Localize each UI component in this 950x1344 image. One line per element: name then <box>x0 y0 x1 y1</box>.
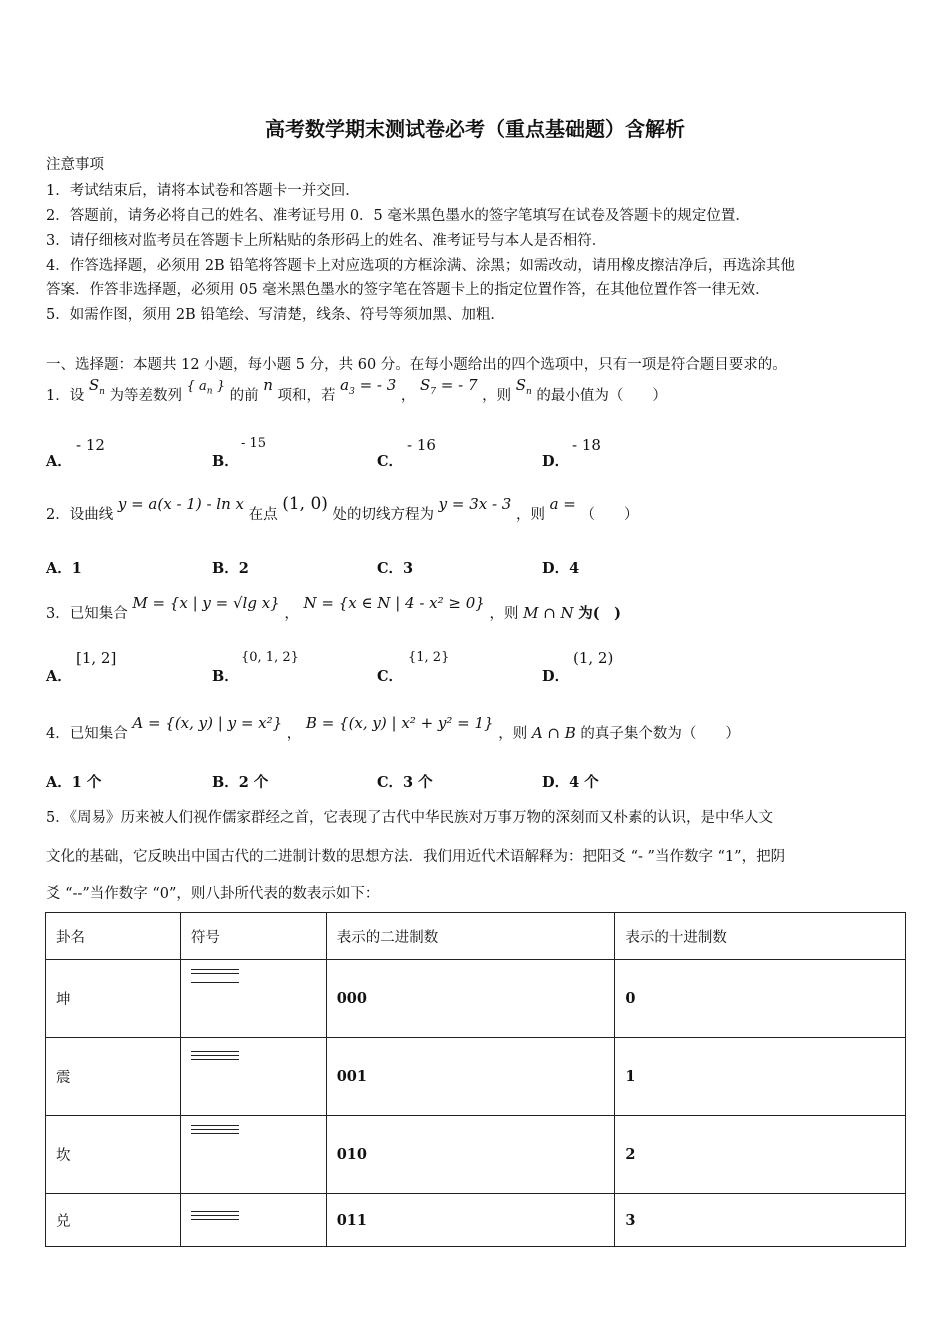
option-label: B． <box>212 668 239 685</box>
question-5-line: 文化的基础，它反映出中国古代的二进制计数的思想方法．我们用近代术语解释为：把阳爻 “- ”当作数字 “1”，把阴 <box>46 849 786 865</box>
option-label: A． <box>46 453 72 470</box>
binary-value: 011 <box>326 1194 615 1247</box>
decimal-value: 0 <box>615 960 906 1038</box>
decimal-value: 1 <box>615 1038 906 1116</box>
note-item: 3．请仔细核对监考员在答题卡上所粘贴的条形码上的姓名、准考证号与本人是否相符． <box>46 233 607 249</box>
option-value: - 12 <box>76 436 105 454</box>
trigram-symbol <box>180 1116 326 1194</box>
option-label: C． <box>377 453 404 470</box>
option-label: A． <box>46 668 72 685</box>
table-row <box>46 1194 906 1247</box>
trigram-name: 震 <box>46 1038 181 1116</box>
math-tangent: y = 3x - 3 <box>438 495 512 513</box>
table-row <box>46 1116 906 1194</box>
math-curve: y = a(x - 1) - ln x <box>117 495 244 513</box>
notes-heading: 注意事项 <box>46 157 104 173</box>
table-header: 符号 <box>180 913 326 960</box>
table-header-row <box>46 913 906 960</box>
option-value: - 18 <box>572 436 601 454</box>
decimal-value: 2 <box>615 1116 906 1194</box>
note-item: 答案．作答非选择题，必须用 05 毫米黑色墨水的签字笔在答题卡上的指定位置作答，在其他位置作答一律无效． <box>46 282 770 298</box>
option-label: D．4 个 <box>542 774 599 791</box>
question-1: 1．设 $S_n$ 为等差数列 { $a_n$ } 的前 n 项和，若 $a_3$ = - 3 ， $S_7$ = - 7 ，则 $S_n$ 的最小值为（ ） <box>46 376 667 404</box>
question-4: 4．已知集合 A = {(x, y) | y = x²} ， B = {(x, y) | x² + y² = 1} ，则 A ∩ B 的真子集个数为（ ） <box>46 714 740 742</box>
kan-trigram-icon <box>191 1122 239 1137</box>
question-2: 2．设曲线 y = a(x - 1) - ln x 在点 (1, 0) 处的切线方程为 y = 3x - 3 ，则 a = （ ） <box>46 494 639 523</box>
page-title: 高考数学期末测试卷必考（重点基础题）含解析 <box>265 117 685 141</box>
math-m-cap-n: M ∩ N <box>523 604 574 622</box>
option-value: - 16 <box>407 436 436 454</box>
math-point: (1, 0) <box>282 494 328 514</box>
note-item: 1．考试结束后，请将本试卷和答题卡一并交回． <box>46 183 360 199</box>
option-label: D． <box>542 668 570 685</box>
option-label: C．3 个 <box>377 774 433 791</box>
option-label: D．4 <box>542 560 580 577</box>
dui-trigram-icon <box>191 1208 239 1223</box>
table-row <box>46 960 906 1038</box>
table-header: 表示的十进制数 <box>615 913 906 960</box>
math-n: n <box>263 376 273 394</box>
option-label: B．2 个 <box>212 774 269 791</box>
trigram-name: 坎 <box>46 1116 181 1194</box>
trigram-name: 兑 <box>46 1194 181 1247</box>
note-item: 5．如需作图，须用 2B 铅笔绘、写清楚，线条、符号等须加黑、加粗． <box>46 307 505 323</box>
kun-trigram-icon <box>191 966 239 986</box>
math-an: { $a_n$ } <box>186 379 225 397</box>
option-label: B． <box>212 453 239 470</box>
binary-value: 001 <box>326 1038 615 1116</box>
math-set-m: M = {x | y = √lg x} <box>132 594 280 612</box>
zhen-trigram-icon <box>191 1048 239 1063</box>
option-value: {1, 2} <box>408 650 450 665</box>
math-a: a = <box>549 495 576 513</box>
math-set-a: A = {(x, y) | y = x²} <box>132 714 283 732</box>
binary-value: 000 <box>326 960 615 1038</box>
note-item: 4．作答选择题，必须用 2B 铅笔将答题卡上对应选项的方框涂满、涂黑；如需改动，请用橡皮擦洁净后，再选涂其他 <box>46 258 795 274</box>
question-5-line: 爻 “--”当作数字 “0”，则八卦所代表的数表示如下： <box>46 886 380 902</box>
math-sn: $S_n$ <box>88 376 105 397</box>
option-label: A．1 <box>46 560 82 577</box>
binary-value: 010 <box>326 1116 615 1194</box>
option-label: A．1 个 <box>46 774 102 791</box>
math-set-n: N = {x ∈ N | 4 - x² ≥ 0} <box>303 594 485 612</box>
trigram-symbol <box>180 1194 326 1247</box>
math-sn: $S_n$ <box>515 376 532 397</box>
note-item: 2．答题前，请务必将自己的姓名、准考证号用 0．5 毫米黑色墨水的签字笔填写在试卷及答题卡的规定位置． <box>46 208 750 224</box>
option-label: C．3 <box>377 560 414 577</box>
option-value: {0, 1, 2} <box>241 650 299 665</box>
math-a-cap-b: A ∩ B <box>531 724 576 742</box>
option-label: C． <box>377 668 404 685</box>
question-5-line: 5．《周易》历来被人们视作儒家群经之首，它表现了古代中华民族对万事万物的深刻而又朴素的认识，是中华人文 <box>46 810 773 826</box>
option-value: - 15 <box>241 436 267 451</box>
math-s7: $S_7$ = - 7 <box>420 376 478 397</box>
table-header: 卦名 <box>46 913 181 960</box>
option-value: (1, 2) <box>573 649 614 667</box>
trigram-symbol <box>180 960 326 1038</box>
option-label: B．2 <box>212 560 249 577</box>
table-row <box>46 1038 906 1116</box>
option-value: [1, 2] <box>76 649 117 667</box>
table-header: 表示的二进制数 <box>326 913 615 960</box>
decimal-value: 3 <box>615 1194 906 1247</box>
math-a3: $a_3$ = - 3 <box>340 376 397 397</box>
option-label: D． <box>542 453 570 470</box>
question-3: 3．已知集合 M = {x | y = √lg x} ， N = {x ∈ N | 4 - x² ≥ 0} ，则 M ∩ N 为( ) <box>46 594 621 622</box>
trigram-name: 坤 <box>46 960 181 1038</box>
trigram-symbol <box>180 1038 326 1116</box>
section-heading: 一、选择题：本题共 12 小题，每小题 5 分，共 60 分。在每小题给出的四个选项中，只有一项是符合题目要求的。 <box>46 357 787 373</box>
math-set-b: B = {(x, y) | x² + y² = 1} <box>305 714 494 732</box>
bagua-table <box>45 912 906 1247</box>
